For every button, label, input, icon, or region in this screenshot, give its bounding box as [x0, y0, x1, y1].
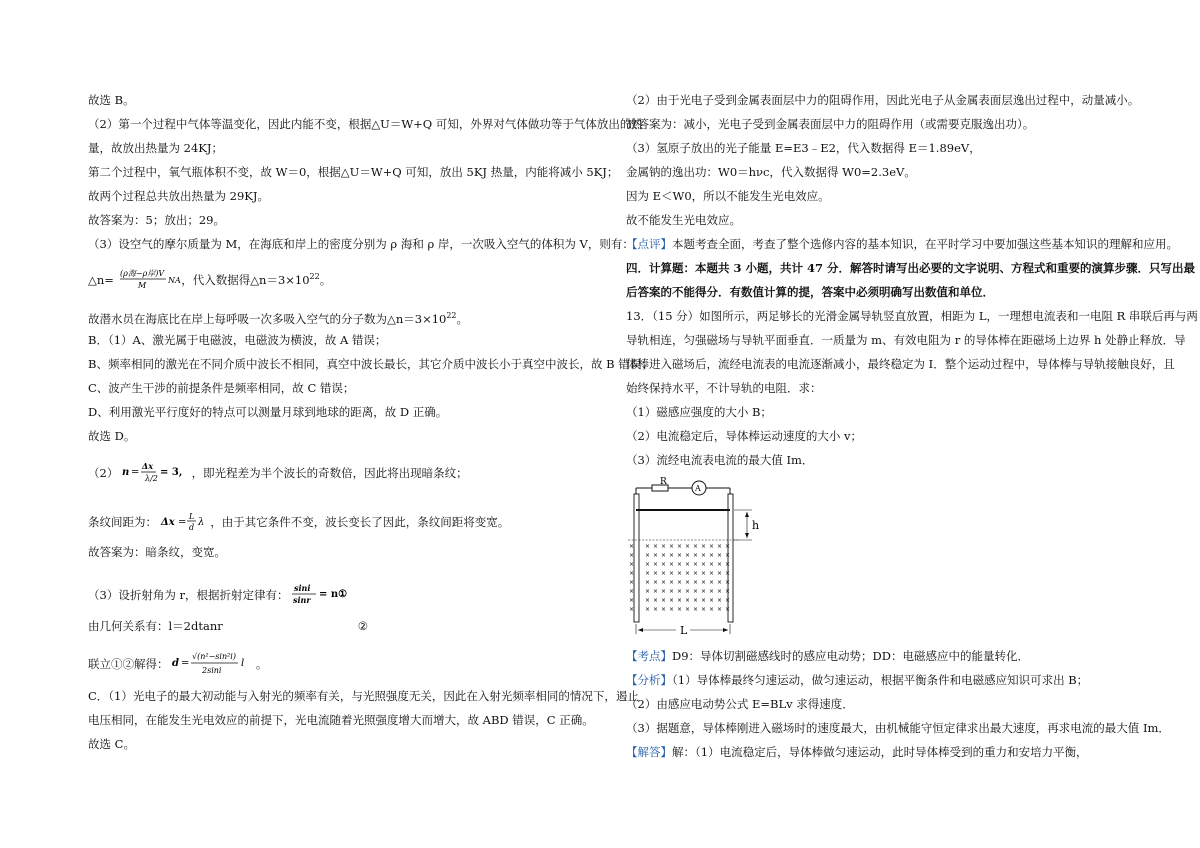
punct: 。 [319, 273, 332, 287]
text-line: 故答案为：5；放出；29。 [88, 213, 225, 227]
field-cross: × [629, 543, 635, 550]
text-line [88, 308, 468, 327]
field-cross: × [709, 561, 715, 568]
field-cross: × [693, 552, 699, 559]
text-line: 金属钠的逸出功：W0＝hνc，代入数据得 W0=2.3eV。 [626, 165, 916, 179]
question-text: 体棒进入磁场后，流经电流表的电流逐渐减小，最终稳定为 I．整个运动过程中，导体棒与导轨接触良好，且 [626, 357, 1175, 371]
text-line: （3）设空气的摩尔质量为 M，在海底和岸上的密度分别为 ρ 海和 ρ 岸，一次吸入空气的体积为 V，则有： [88, 237, 634, 251]
field-cross: × [709, 588, 715, 595]
field-cross: × [661, 561, 667, 568]
svg-text:=: = [177, 517, 187, 528]
field-cross: × [653, 543, 659, 550]
text-line: C、波产生干涉的前提条件是频率相同，故 C 错误； [88, 381, 355, 395]
field-cross: × [677, 597, 683, 604]
field-cross: × [725, 588, 731, 595]
field-cross: × [709, 543, 715, 550]
field-cross: × [701, 597, 707, 604]
field-cross: × [661, 588, 667, 595]
field-cross: × [653, 606, 659, 613]
formula-prefix: （2） [88, 466, 119, 480]
field-cross: × [645, 543, 651, 550]
svg-text:√(n²−sin²i): √(n²−sin²i) [192, 652, 237, 661]
formula-image [161, 510, 207, 536]
field-cross: × [677, 552, 683, 559]
field-cross: × [709, 579, 715, 586]
field-cross: × [701, 579, 707, 586]
field-cross: × [693, 597, 699, 604]
field-cross: × [717, 543, 723, 550]
field-cross: × [685, 588, 691, 595]
exponent: 22 [446, 311, 457, 320]
field-cross: × [709, 552, 715, 559]
field-cross: × [661, 606, 667, 613]
field-cross: × [701, 606, 707, 613]
field-cross: × [685, 606, 691, 613]
text-line: （3）氢原子放出的光子能量 E=E3﹣E2，代入数据得 E＝1.89eV， [626, 141, 981, 155]
svg-text:Δx: Δx [141, 461, 153, 471]
field-cross: × [645, 597, 651, 604]
jieda-tag: 【解答】 [626, 745, 672, 759]
formula-image [118, 268, 181, 294]
text-line [626, 744, 1088, 760]
field-cross: × [653, 579, 659, 586]
svg-text:d: d [188, 523, 194, 532]
field-cross: × [717, 570, 723, 577]
question-text: 始终保持水平，不计导轨的电阻．求： [626, 381, 822, 395]
svg-text:(ρ海−ρ岸)V: (ρ海−ρ岸)V [119, 269, 164, 278]
text-line [626, 672, 1088, 688]
field-cross: × [653, 570, 659, 577]
formula-line [88, 650, 267, 680]
formula-image [122, 460, 188, 488]
field-cross: × [629, 588, 635, 595]
field-cross: × [677, 543, 683, 550]
field-cross: × [677, 561, 683, 568]
field-cross: × [645, 552, 651, 559]
field-cross: × [725, 570, 731, 577]
svg-text:M: M [137, 281, 146, 290]
label-h: h [752, 519, 760, 532]
field-cross: × [629, 579, 635, 586]
field-cross: × [685, 561, 691, 568]
svg-text:= 3,: = 3, [159, 467, 183, 478]
field-cross: × [629, 597, 635, 604]
svg-text:λ: λ [197, 517, 204, 528]
field-cross: × [725, 552, 731, 559]
text-line: 第二个过程中，氧气瓶体积不变，故 W＝0，根据△U＝W+Q 可知，放出 5KJ 热量，内能将减小 5KJ； [88, 165, 619, 179]
formula-prefix: △n= [88, 273, 114, 287]
text-span: 故潜水员在海底比在岸上每呼吸一次多吸入空气的分子数为△n＝3×10 [88, 311, 447, 326]
field-cross: × [661, 597, 667, 604]
label-R: R [660, 477, 667, 487]
exponent: 22 [309, 272, 320, 282]
field-cross: × [669, 579, 675, 586]
field-cross: × [725, 597, 731, 604]
svg-text:sini: sini [294, 583, 311, 593]
formula-suffix: ，代入数据得△n＝3×10 [181, 273, 310, 287]
field-cross: × [693, 543, 699, 550]
section-heading: 四．计算题：本题共 3 小题，共计 47 分．解答时请写出必要的文字说明、方程式和重要的演算步骤．只写出最 [626, 261, 1196, 275]
text-line: D、利用激光平行度好的特点可以测量月球到地球的距离，故 D 正确。 [88, 405, 448, 419]
field-cross: × [669, 570, 675, 577]
field-cross: × [717, 588, 723, 595]
text-line: 故答案为：暗条纹，变宽。 [88, 545, 226, 559]
field-cross: × [717, 597, 723, 604]
field-cross: × [629, 606, 635, 613]
field-cross: × [653, 588, 659, 595]
svg-text:d: d [172, 658, 180, 669]
formula-prefix: （3）设折射角为 r，根据折射定律有： [88, 588, 289, 602]
formula-prefix: 条纹间距为： [88, 515, 157, 529]
field-cross: × [725, 543, 731, 550]
text-span: 由几何关系有：l＝2dtanr [88, 619, 223, 633]
svg-text:sinr: sinr [293, 595, 311, 605]
field-cross: × [709, 570, 715, 577]
field-cross: × [717, 606, 723, 613]
formula-line [88, 268, 331, 294]
punct: 。 [456, 311, 469, 326]
text-line [88, 618, 368, 634]
text-line: B、频率相同的激光在不同介质中波长不相同，真空中波长最长，其它介质中波长小于真空中波长，故 B 错误； [88, 357, 653, 371]
text-line: （2）第一个过程中气体等温变化，因此内能不变，根据△U＝W+Q 可知，外界对气体做功等于气体放出的热 [88, 117, 643, 131]
formula-line [88, 510, 509, 536]
field-cross: × [661, 552, 667, 559]
field-cross: × [701, 543, 707, 550]
svg-text:n: n [121, 467, 130, 478]
text-line: 故两个过程总共放出热量为 29KJ。 [88, 189, 269, 203]
svg-text:2sini: 2sini [202, 666, 222, 675]
field-cross: × [645, 579, 651, 586]
field-cross: × [685, 552, 691, 559]
field-cross: × [669, 561, 675, 568]
text-line: 因为 E＜W0，所以不能发生光电效应。 [626, 189, 830, 203]
field-cross: × [653, 561, 659, 568]
field-cross: × [645, 561, 651, 568]
field-cross: × [661, 579, 667, 586]
text-line [626, 236, 1178, 252]
text-line: 量，故放出热量为 24KJ； [88, 141, 223, 155]
text-span: （1）导体棒最终匀速运动，做匀速运动，根据平衡条件和电磁感应知识可求出 B； [672, 673, 1089, 687]
formula-prefix: 联立①②解得： [88, 657, 169, 671]
text-line: B．（1）A、激光属于电磁波，电磁波为横波，故 A 错误； [88, 333, 387, 347]
field-cross: × [709, 597, 715, 604]
field-cross: × [717, 552, 723, 559]
fenxi-tag: 【分析】 [626, 673, 672, 687]
question-text: 13．（15 分）如图所示，两足够长的光滑金属导轨竖直放置，相距为 L，一理想电流表和一电阻 R 串联后再与两 [626, 309, 1198, 323]
field-cross: × [693, 570, 699, 577]
formula-suffix: ，即光程差为半个波长的奇数倍，因此将出现暗条纹； [191, 466, 468, 480]
field-cross: × [685, 570, 691, 577]
field-cross: × [669, 597, 675, 604]
field-cross: × [685, 597, 691, 604]
svg-text:=: = [181, 658, 190, 669]
field-cross: × [645, 588, 651, 595]
field-cross: × [645, 606, 651, 613]
field-cross: × [629, 561, 635, 568]
field-cross: × [669, 552, 675, 559]
field-cross: × [677, 588, 683, 595]
field-cross: × [685, 579, 691, 586]
magnetic-field-marks [629, 543, 730, 613]
field-cross: × [677, 606, 683, 613]
field-cross: × [709, 606, 715, 613]
text-line: 故选 C。 [88, 737, 135, 751]
formula-line [88, 582, 352, 610]
svg-text:λ/2: λ/2 [144, 474, 158, 483]
label-L: L [680, 624, 688, 637]
field-cross: × [725, 579, 731, 586]
text-span: 解：（1）电流稳定后，导体棒做匀速运动，此时导体棒受到的重力和安培力平衡， [672, 745, 1088, 759]
text-line: 故选 D。 [88, 429, 136, 443]
punct: 。 [255, 657, 268, 671]
field-cross: × [693, 561, 699, 568]
text-line: C．（1）光电子的最大初动能与入射光的频率有关，与光照强度无关，因此在入射光频率相同的情况下，遏止 [88, 689, 639, 703]
equation-mark: ② [357, 619, 369, 633]
question-item: （2）电流稳定后，导体棒运动速度的大小 v； [626, 429, 862, 443]
field-cross: × [661, 543, 667, 550]
field-cross: × [677, 570, 683, 577]
formula-image [172, 650, 252, 680]
field-cross: × [653, 552, 659, 559]
field-cross: × [725, 561, 731, 568]
svg-text:Δx: Δx [160, 517, 175, 528]
text-span: D9：导体切割磁感线时的感应电动势；DD：电磁感应中的能量转化． [672, 649, 1029, 663]
text-line [626, 648, 1029, 664]
field-cross: × [701, 570, 707, 577]
field-cross: × [669, 606, 675, 613]
formula-suffix: ，由于其它条件不变，波长变长了因此，条纹间距将变宽。 [210, 515, 510, 529]
svg-text:l: l [241, 658, 245, 669]
text-line: （3）据题意，导体棒刚进入磁场时的速度最大，由机械能守恒定律求出最大速度，再求电流的最大值 Im． [626, 721, 1170, 735]
field-cross: × [677, 579, 683, 586]
text-line: 故不能发生光电效应。 [626, 213, 741, 227]
svg-text:NA: NA [167, 276, 181, 285]
field-cross: × [629, 570, 635, 577]
formula-line [88, 460, 468, 488]
svg-text:L: L [188, 512, 194, 521]
field-cross: × [701, 561, 707, 568]
field-cross: × [629, 552, 635, 559]
field-cross: × [653, 597, 659, 604]
field-cross: × [717, 579, 723, 586]
text-line: 故选 B。 [88, 93, 135, 107]
circuit-diagram [626, 476, 776, 639]
text-line: 故答案为：减小，光电子受到金属表面层中力的阻碍作用（或需要克服逸出功）。 [626, 117, 1035, 131]
field-cross: × [645, 570, 651, 577]
section-heading: 后答案的不能得分．有数值计算的提，答案中必须明确写出数值和单位． [626, 285, 994, 299]
question-text: 导轨相连，匀强磁场与导轨平面垂直．一质量为 m、有效电阻为 r 的导体棒在距磁场上边界 h 处静止释放．导 [626, 333, 1186, 347]
field-cross: × [701, 552, 707, 559]
label-A: A [695, 484, 701, 493]
field-cross: × [693, 606, 699, 613]
svg-text:= n①: = n① [319, 589, 348, 600]
field-cross: × [725, 606, 731, 613]
field-cross: × [693, 579, 699, 586]
question-item: （1）磁感应强度的大小 B； [626, 405, 772, 419]
kaodian-tag: 【考点】 [626, 649, 672, 663]
field-cross: × [661, 570, 667, 577]
field-cross: × [701, 588, 707, 595]
field-cross: × [669, 588, 675, 595]
svg-text:=: = [130, 467, 140, 478]
text-line: （2）由于光电子受到金属表面层中力的阻碍作用，因此光电子从金属表面层逸出过程中，动量减小。 [626, 93, 1140, 107]
text-line: 电压相同，在能发生光电效应的前提下，光电流随着光照强度增大而增大，故 ABD 错误，C 正确。 [88, 713, 594, 727]
text-span: 本题考查全面，考查了整个选修内容的基本知识，在平时学习中要加强这些基本知识的理解和应用。 [672, 237, 1178, 251]
formula-image [292, 582, 352, 610]
field-cross: × [717, 561, 723, 568]
field-cross: × [669, 543, 675, 550]
field-cross: × [693, 588, 699, 595]
field-cross: × [685, 543, 691, 550]
comment-tag: 【点评】 [626, 237, 672, 251]
question-item: （3）流经电流表电流的最大值 Im． [626, 453, 814, 467]
text-line: （2）由感应电动势公式 E=BLv 求得速度． [626, 697, 854, 711]
